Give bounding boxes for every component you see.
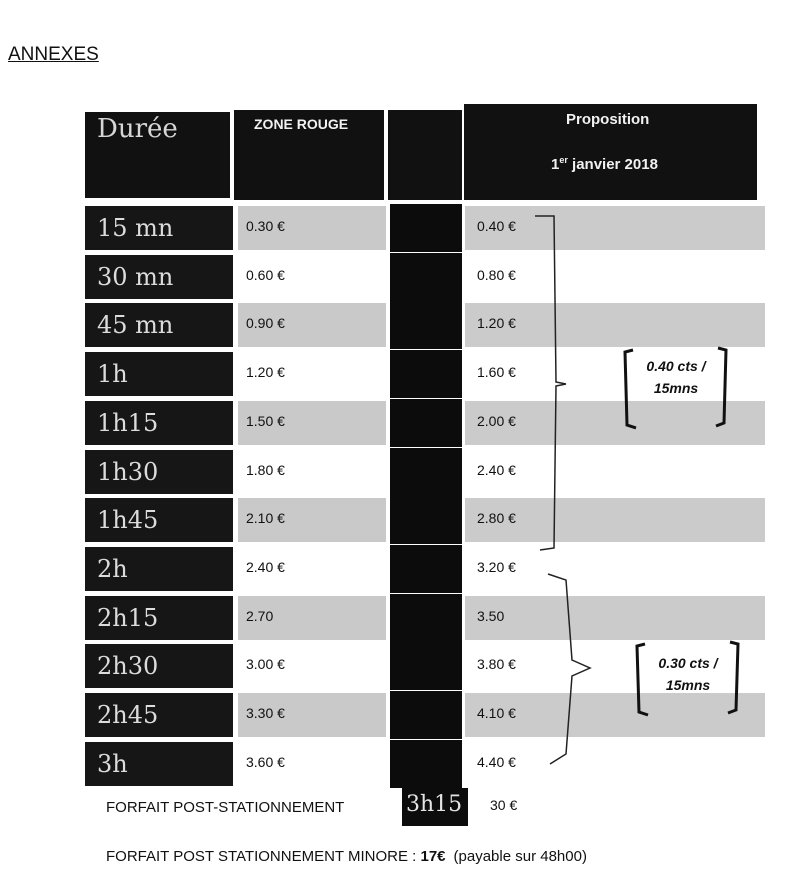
proposition-price: 4.10 € [477,705,516,721]
proposition-price: 1.60 € [477,364,516,381]
header-duree: Durée [97,114,178,144]
duree-label: 1h30 [97,457,159,486]
header-date: 1er janvier 2018 [551,155,658,173]
note-rate-2: 0.30 cts / 15mns [658,655,718,693]
header-proposition: Proposition [566,111,650,128]
proposition-price: 3.50 [477,607,505,624]
forfait-duree: 3h15 [406,792,463,817]
brace-lower [548,574,590,764]
proposition-price: 0.40 € [477,218,516,234]
zone-rouge-price: 3.00 € [246,656,285,673]
zone-rouge-price: 3.60 € [246,753,285,770]
duree-label: 2h30 [97,652,159,681]
brace-upper [535,216,566,550]
duree-label: 1h [97,360,128,389]
zone-rouge-price: 3.30 € [246,705,285,721]
proposition-price: 0.80 € [477,266,516,283]
duree-label: 1h45 [97,506,159,535]
minore-amount: 17€ [420,848,446,865]
duree-label: 2h15 [97,603,159,632]
zone-rouge-price: 0.60 € [246,266,285,283]
duree-label: 45 mn [97,311,174,340]
proposition-price: 2.40 € [477,461,516,478]
proposition-price: 2.80 € [477,510,516,527]
proposition-price: 2.00 € [477,412,516,429]
proposition-price: 3.80 € [477,656,516,673]
minore-label: FORFAIT POST STATIONNEMENT MINORE : [106,848,421,865]
zone-rouge-price: 1.50 € [246,412,285,429]
zone-rouge-price: 0.90 € [246,315,285,332]
zone-rouge-price: 2.40 € [246,558,285,575]
zone-rouge-price: 2.10 € [246,510,285,527]
forfait-label: FORFAIT POST-STATIONNEMENT [106,799,345,816]
zone-rouge-price: 2.70 [246,607,274,624]
duree-label: 1h15 [97,408,159,437]
zone-rouge-price: 1.80 € [246,461,285,478]
duree-label: 3h [97,749,128,778]
duree-label: 2h [97,554,128,583]
zone-rouge-price: 1.20 € [246,364,285,381]
duree-label: 30 mn [97,262,174,291]
note-rate-1: 0.40 cts / 15mns [646,358,706,396]
zone-rouge-price: 0.30 € [246,218,285,234]
heading: ANNEXES [8,44,99,65]
forfait-value: 30 € [490,797,518,813]
duree-label: 15 mn [97,214,174,242]
proposition-price: 4.40 € [477,753,516,770]
proposition-price: 3.20 € [477,558,516,575]
minore-payable: (payable sur 48h00) [453,848,587,865]
header-zone-rouge: ZONE ROUGE [254,116,349,132]
duree-label: 2h45 [97,701,159,729]
proposition-price: 1.20 € [477,315,516,332]
